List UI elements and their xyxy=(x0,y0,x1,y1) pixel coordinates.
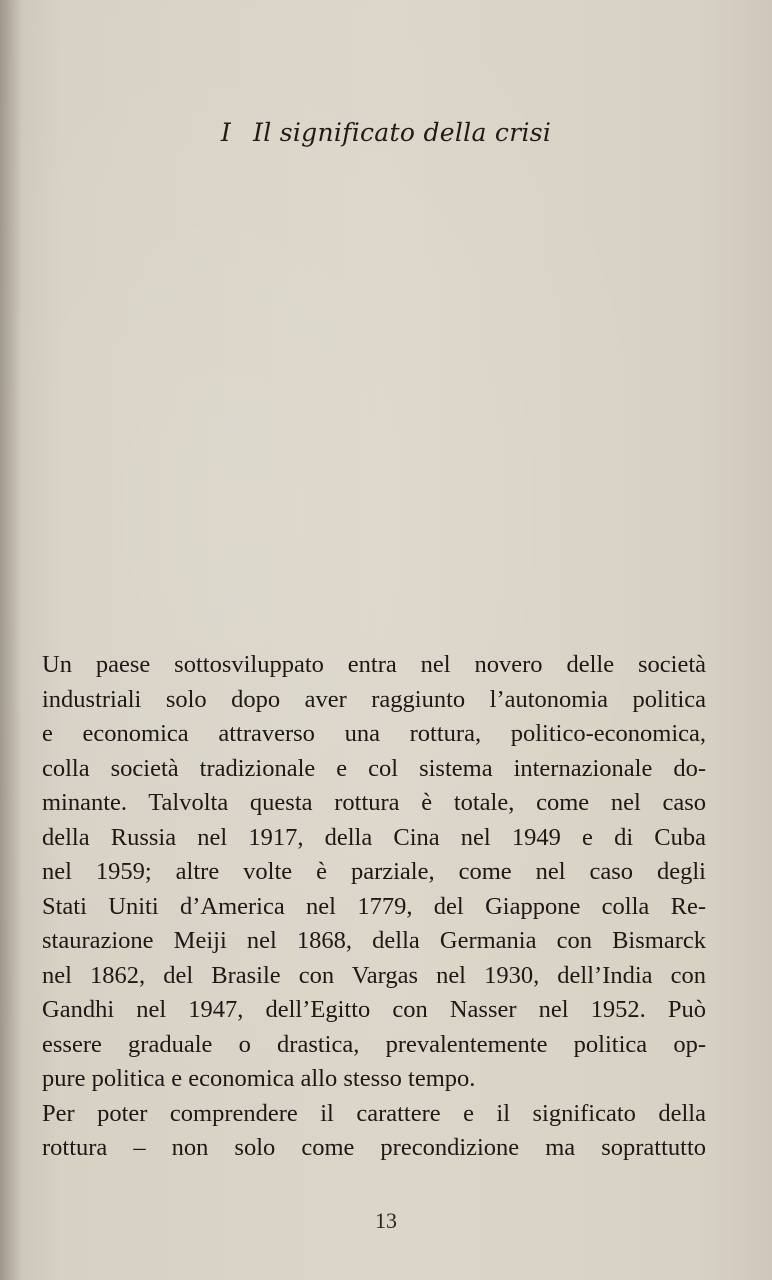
text-line: nel 1959; altre volte è parziale, come nel caso degli xyxy=(42,858,706,885)
text-line: industriali solo dopo aver raggiunto l’autonomia politica xyxy=(42,685,706,713)
text-line: nel 1862, del Brasile con Vargas nel 1930, dell’India con xyxy=(42,961,706,989)
paragraph-2 xyxy=(42,1097,706,1166)
chapter-title: Il significato della crisi xyxy=(253,118,552,147)
text-line: Per poter comprendere il carattere e il significato della xyxy=(42,1099,706,1127)
text-line: colla società tradizionale e col sistema internazionale do- xyxy=(42,754,706,782)
text-line: della Russia nel 1917, della Cina nel 1949 e di Cuba xyxy=(42,823,706,851)
page-number: 13 xyxy=(375,1208,397,1233)
chapter-number: I xyxy=(220,118,232,147)
chapter-heading xyxy=(0,118,772,147)
text-line: rottura – non solo come precondizione ma soprattutto xyxy=(42,1134,706,1161)
text-line: essere graduale o drastica, prevalentemente politica op- xyxy=(42,1030,706,1058)
page-gutter-shadow xyxy=(0,0,22,1280)
text-line: Gandhi nel 1947, dell’Egitto con Nasser nel 1952. Può xyxy=(42,996,706,1023)
text-line: pure politica e economica allo stesso tempo. xyxy=(42,1065,476,1092)
paragraph-1 xyxy=(42,648,706,1097)
text-line: e economica attraverso una rottura, politico-economica, xyxy=(42,720,706,747)
text-line: Stati Uniti d’America nel 1779, del Giappone colla Re- xyxy=(42,892,706,920)
text-line: minante. Talvolta questa rottura è totale, come nel caso xyxy=(42,789,706,816)
text-line: staurazione Meiji nel 1868, della Germania con Bismarck xyxy=(42,927,706,954)
text-line: Un paese sottosviluppato entra nel novero delle società xyxy=(42,651,706,678)
body-text xyxy=(42,648,706,1166)
